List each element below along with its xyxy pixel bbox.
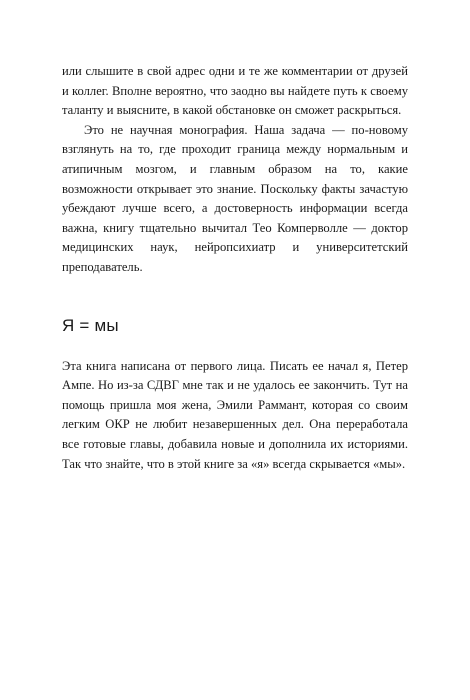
section-heading: Я = мы	[62, 315, 119, 335]
body-paragraph-2: Это не научная монография. Наша задача — по-новому взглянуть на то, где проходит граница между нормальным и атипичным мозгом, и главным образом на то, какие возможности открывает это знание. Поскольку факты зачастую убеждают лучше всего, а достоверность информации всегда важна, книгу тщательно вычитал Тео Комперволле — доктор медицинских наук, нейропсихиатр и университетский преподаватель.	[62, 122, 408, 274]
body-paragraph-1: или слышите в свой адрес одни и те же комментарии от друзей и коллег. Вполне вероятно, что заодно вы найдете путь к своему таланту и выясните, в какой обстановке он сможет раскрыться.	[62, 64, 408, 118]
book-page	[62, 62, 408, 474]
section-paragraph: Эта книга написана от первого лица. Писать ее начал я, Петер Ампе. Но из-за СДВГ мне так и не удалось ее закончить. Тут на помощь пришла моя жена, Эмили Раммант, которая со своим легким ОКР не любит незавершенных дел. Она переработала все готовые главы, добавила новые и дополнила их историями. Так что знайте, что в этой книге за «я» всегда скрывается «мы».	[62, 358, 408, 471]
